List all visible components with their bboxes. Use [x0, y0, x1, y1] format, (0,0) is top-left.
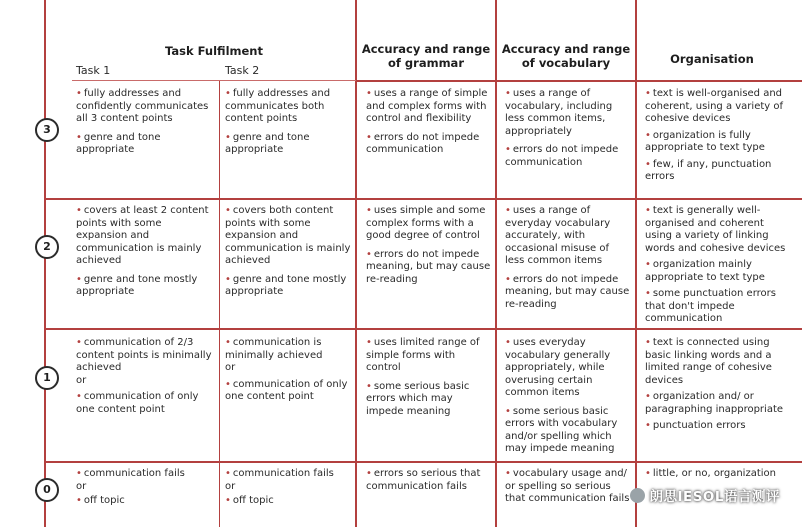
cell-r1-grammar: • uses limited range of simple forms with control • some serious basic errors which may impede meaning: [366, 337, 480, 417]
cell-r2-vocabulary: • uses a range of everyday vocabulary accurately, with occasional misuse of less common items • errors do not impede meaning, but may cause re-reading: [505, 205, 630, 310]
cell-r1-organisation: • text is connected using basic linking words and a limited range of cohesive devices • organization and/ or paragraphing inappropriate • punctuation errors: [645, 337, 784, 431]
task-divider: [72, 80, 356, 81]
cell-r1-task1: • communication of 2/3 content points is minimally achieved or • communication of only one content point: [76, 337, 212, 415]
cell-r3-grammar: • uses a range of simple and complex forms with control and flexibility • errors do not impede communication: [366, 88, 488, 155]
row-divider: [357, 80, 802, 82]
cell-r0-task2: • communication fails or • off topic: [225, 468, 334, 506]
header-grammar-line1: Accuracy and range: [361, 42, 491, 56]
score-badge-0: 0: [35, 478, 59, 502]
header-grammar: [357, 42, 495, 70]
row-divider: [46, 461, 802, 463]
header-organisation: Organisation: [670, 52, 754, 66]
header-task2: Task 2: [225, 64, 260, 77]
column-divider: [219, 80, 220, 527]
score-badge-2: 2: [35, 235, 59, 259]
cell-r2-organisation: • text is generally well-organised and coherent using a variety of linking words and cohesive devices • organization mainly appropriate to text type • some punctuation errors that don't impede communication: [645, 205, 786, 324]
score-badge-3: 3: [35, 118, 59, 142]
score-badge-1: 1: [35, 366, 59, 390]
cell-r0-organisation: • little, or no, organization: [645, 468, 776, 479]
cell-r2-grammar: • uses simple and some complex forms with a good degree of control • errors do not impede meaning, but may cause re-reading: [366, 205, 491, 285]
header-task1: Task 1: [76, 64, 111, 77]
header-task-fulfilment: Task Fulfilment: [165, 44, 263, 58]
cell-r0-grammar: • errors so serious that communication fails: [366, 468, 481, 492]
column-divider: [44, 0, 46, 527]
cell-r3-task1: • fully addresses and confidently communicates all 3 content points • genre and tone appropriate: [76, 88, 209, 155]
cell-r0-task1: • communication fails or • off topic: [76, 468, 185, 506]
row-divider: [46, 198, 802, 200]
cell-r3-organisation: • text is well-organised and coherent, using a variety of cohesive devices • organization is fully appropriate to text type • few, if any, punctuation errors: [645, 88, 784, 182]
cell-r1-vocabulary: • uses everyday vocabulary generally appropriately, while overusing certain common items • some serious basic errors with vocabulary and/or spelling which may impede meaning: [505, 337, 618, 454]
cell-r2-task1: • covers at least 2 content points with some expansion and communication is mainly achieved • genre and tone mostly appropriate: [76, 205, 209, 297]
cell-r0-vocabulary: • vocabulary usage and/ or spelling so serious that communication fails: [505, 468, 630, 504]
cell-r2-task2: • covers both content points with some expansion and communication is mainly achieved • genre and tone mostly appropriate: [225, 205, 351, 297]
cell-r1-task2: • communication is minimally achieved or • communication of only one content point: [225, 337, 348, 402]
watermark: [630, 485, 780, 505]
row-divider: [46, 328, 802, 330]
header-vocabulary-line2: of vocabulary: [521, 56, 611, 70]
header-vocabulary: [497, 42, 635, 70]
cell-r3-vocabulary: • uses a range of vocabulary, including less common items, appropriately • errors do not impede communication: [505, 88, 619, 168]
header-vocabulary-line1: Accuracy and range: [501, 42, 631, 56]
wechat-icon: [630, 488, 645, 503]
cell-r3-task2: • fully addresses and communicates both content points • genre and tone appropriate: [225, 88, 331, 155]
watermark-text: 朗思IESOL语言测评: [649, 489, 780, 505]
header-grammar-line2: of grammar: [388, 56, 464, 70]
